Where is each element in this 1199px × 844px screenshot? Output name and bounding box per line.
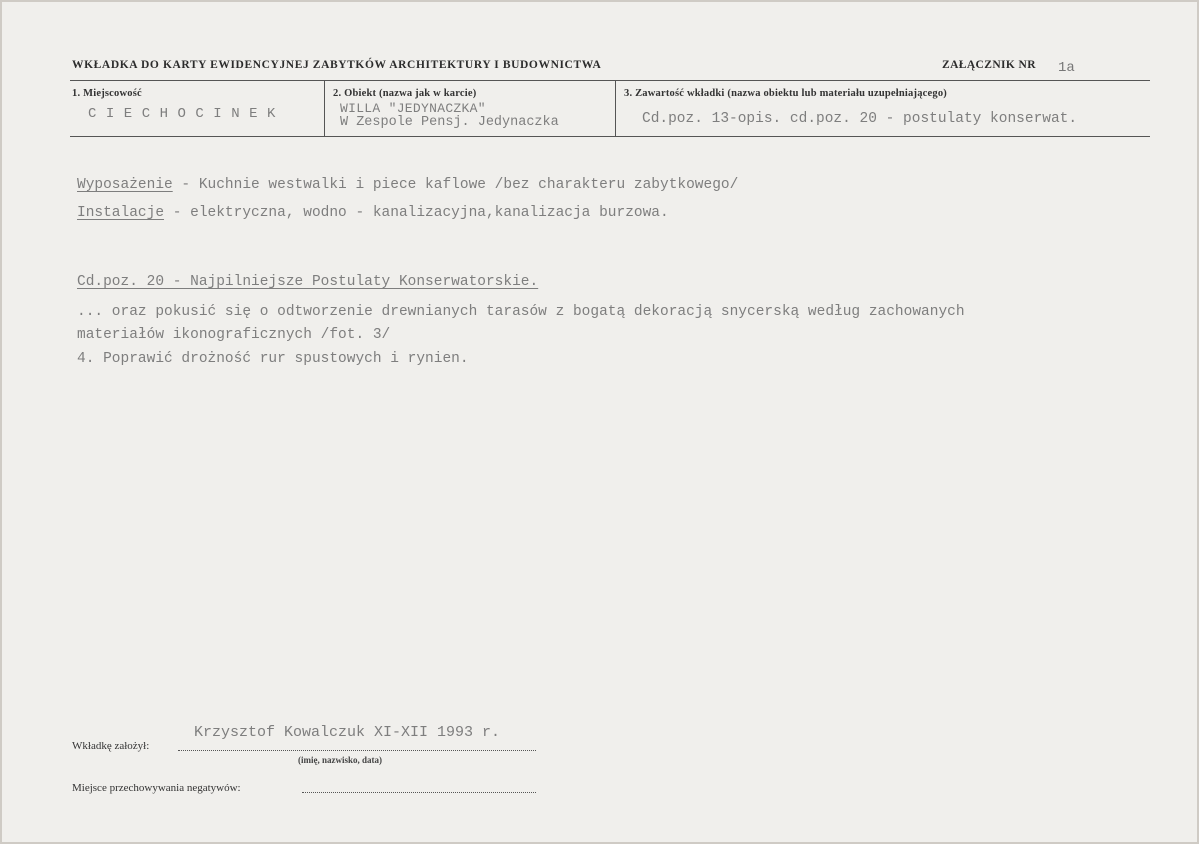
equipment-heading: Wyposażenie bbox=[77, 177, 173, 193]
founder-value: Krzysztof Kowalczuk XI-XII 1993 r. bbox=[194, 724, 501, 741]
content-label: 3. Zawartość wkładki (nazwa obiektu lub materiału uzupełniającego) bbox=[624, 88, 947, 99]
equipment-text: - Kuchnie westwalki i piece kaflowe /bez charakteru zabytkowego/ bbox=[172, 177, 739, 193]
header-rule-top bbox=[70, 80, 1150, 81]
installations-text: - elektryczna, wodno - kanalizacyjna,kanalizacja burzowa. bbox=[164, 205, 669, 221]
object-ensemble: W Zespole Pensj. Jedynaczka bbox=[340, 115, 559, 130]
object-label: 2. Obiekt (nazwa jak w karcie) bbox=[333, 88, 477, 99]
content-value: Cd.poz. 13-opis. cd.poz. 20 - postulaty konserwat. bbox=[642, 111, 1078, 127]
card-title: WKŁADKA DO KARTY EWIDENCYJNEJ ZABYTKÓW ARCHITEKTURY I BUDOWNICTWA bbox=[72, 59, 602, 71]
column-divider-2 bbox=[615, 81, 616, 136]
place-value: CIECHOCINEK bbox=[88, 106, 285, 122]
header-rule-bottom bbox=[70, 136, 1150, 137]
postulates-line-2: materiałów ikonograficznych /fot. 3/ bbox=[77, 327, 391, 343]
installations-line bbox=[77, 205, 669, 221]
attachment-number: 1a bbox=[1058, 60, 1075, 76]
place-label: 1. Miejscowość bbox=[72, 88, 142, 99]
founder-dotted-line bbox=[178, 750, 536, 751]
attachment-label: ZAŁĄCZNIK NR bbox=[942, 59, 1036, 71]
postulates-line-3: 4. Poprawić drożność rur spustowych i rynien. bbox=[77, 351, 469, 367]
column-divider-1 bbox=[324, 81, 325, 136]
negatives-label: Miejsce przechowywania negatywów: bbox=[72, 782, 241, 794]
negatives-dotted-line bbox=[302, 792, 536, 793]
installations-heading: Instalacje bbox=[77, 205, 165, 221]
founder-hint: (imię, nazwisko, data) bbox=[298, 755, 382, 765]
object-name: WILLA "JEDYNACZKA" bbox=[340, 101, 486, 116]
postulates-line-1: ... oraz pokusić się o odtworzenie drewnianych tarasów z bogatą dekoracją snycerską według zachowanych bbox=[77, 304, 965, 320]
postulates-heading: Cd.poz. 20 - Najpilniejsze Postulaty Konserwatorskie. bbox=[77, 274, 539, 290]
equipment-line bbox=[77, 177, 738, 193]
founder-label: Wkładkę założył: bbox=[72, 740, 150, 752]
